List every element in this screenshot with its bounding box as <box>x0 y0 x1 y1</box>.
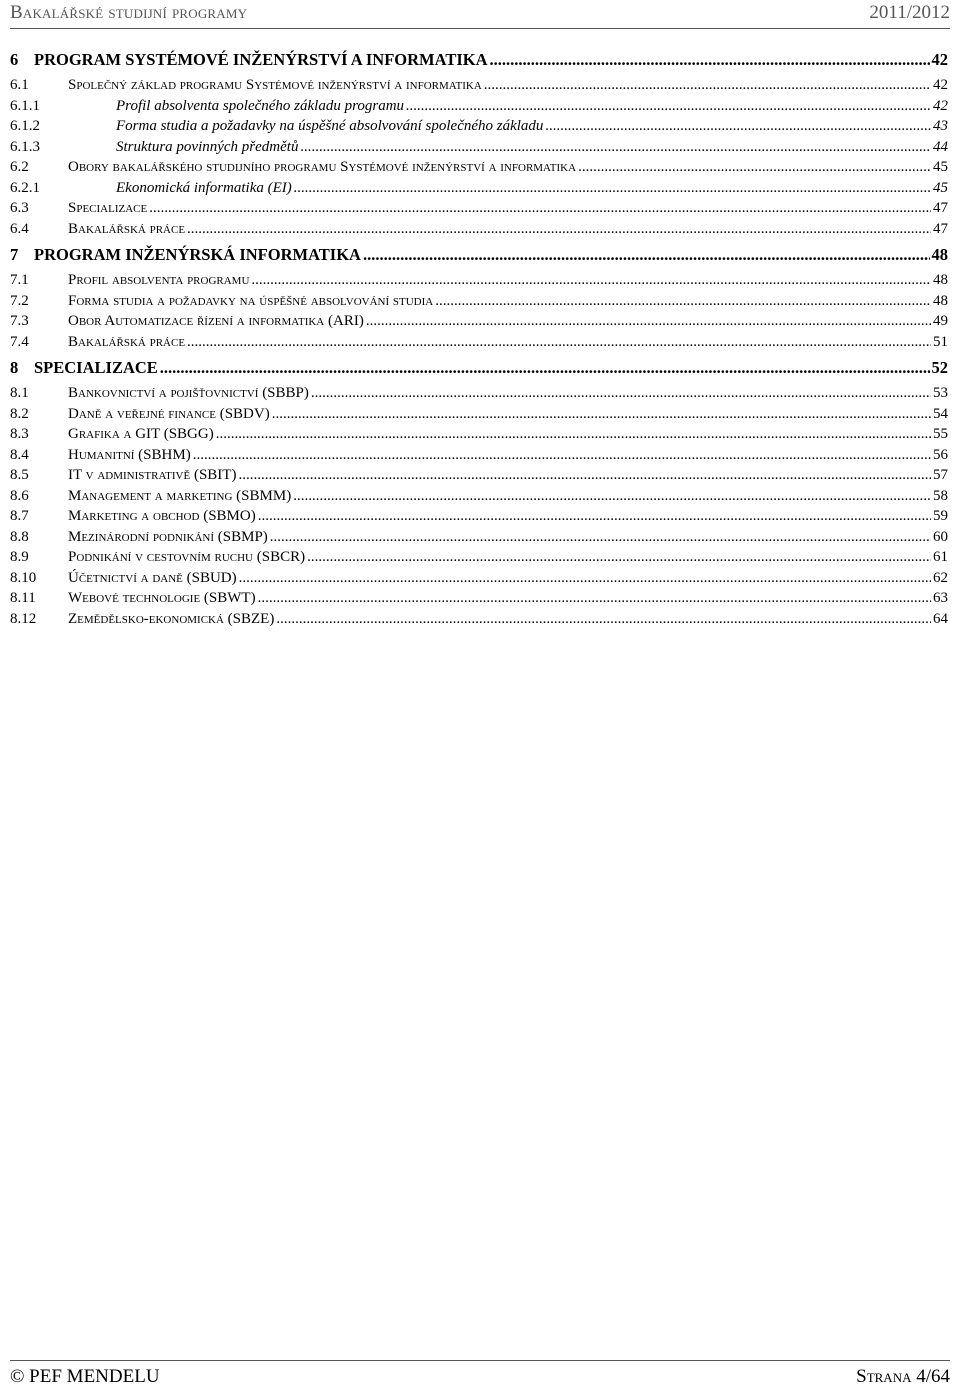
toc-dot-leader <box>149 200 931 217</box>
toc-dot-leader <box>307 549 931 566</box>
toc-entry[interactable] <box>10 221 948 242</box>
toc-entry[interactable] <box>10 590 948 611</box>
toc-entry-number: 8.4 <box>10 446 29 463</box>
toc-entry-title: Grafika a GIT (SBGG) <box>68 426 214 442</box>
footer-page-label: Strana <box>856 1366 912 1387</box>
toc-entry-number: 8.2 <box>10 405 29 422</box>
toc-dot-leader <box>193 447 931 464</box>
toc-entry-title: Struktura povinných předmětů <box>116 138 299 155</box>
toc-entry-number: 6.1 <box>10 77 29 93</box>
toc-entry-page: 53 <box>933 385 948 401</box>
toc-dot-leader <box>272 406 931 423</box>
toc-entry-number: 6.1.3 <box>10 138 40 155</box>
toc-entry-title: Ekonomická informatika (EI) <box>116 179 292 196</box>
toc-entry-title: Obory bakalářského studijního programu Systémové inženýrství a informatika <box>68 159 577 175</box>
toc-entry[interactable] <box>10 529 948 550</box>
page-header <box>10 0 950 29</box>
toc-entry[interactable] <box>10 200 948 221</box>
toc-dot-leader <box>366 313 931 330</box>
toc-entry-number: 8.6 <box>10 487 29 504</box>
toc-dot-leader <box>484 77 931 94</box>
toc-entry-page: 48 <box>931 245 948 264</box>
toc-dot-leader <box>311 385 931 402</box>
toc-entry-title: SPECIALIZACE <box>34 358 158 377</box>
toc-entry-page: 51 <box>933 333 948 350</box>
toc-dot-leader <box>258 590 931 607</box>
toc-entry-number: 7.1 <box>10 272 29 288</box>
toc-entry-title: Zemědělsko-ekonomická (SBZE) <box>68 610 275 627</box>
toc-dot-leader <box>294 180 931 197</box>
toc-entry[interactable] <box>10 508 948 529</box>
toc-entry-number: 6 <box>10 50 19 69</box>
toc-entry-page: 52 <box>931 358 948 377</box>
toc-dot-leader <box>545 118 931 135</box>
toc-entry-number: 6.2.1 <box>10 179 40 196</box>
toc-entry[interactable] <box>10 467 948 488</box>
toc-entry-title: IT v administrativě (SBIT) <box>68 467 237 483</box>
toc-dot-leader <box>187 221 931 238</box>
toc-entry-page: 61 <box>933 549 948 565</box>
toc-entry[interactable] <box>10 50 948 71</box>
toc-dot-leader <box>187 334 931 351</box>
toc-entry-title: Marketing a obchod (SBMO) <box>68 508 256 524</box>
toc-entry-title: Bakalářská práce <box>68 333 186 350</box>
toc-entry-number: 8 <box>10 358 19 377</box>
toc-dot-leader <box>435 293 931 310</box>
toc-entry[interactable] <box>10 426 948 447</box>
toc-entry-page: 59 <box>933 508 948 524</box>
toc-entry-number: 8.8 <box>10 528 29 545</box>
toc-entry-page: 62 <box>933 569 948 586</box>
toc-entry[interactable] <box>10 549 948 570</box>
toc-entry-page: 47 <box>933 200 948 216</box>
toc-entry[interactable] <box>10 334 948 355</box>
toc-entry-page: 45 <box>933 179 948 196</box>
footer-copyright: © PEF MENDELU <box>10 1366 160 1387</box>
toc-dot-leader <box>238 467 931 484</box>
toc-entry-number: 8.10 <box>10 569 37 586</box>
toc-entry[interactable] <box>10 488 948 509</box>
table-of-contents <box>10 46 948 631</box>
toc-entry[interactable] <box>10 611 948 632</box>
toc-entry[interactable] <box>10 570 948 591</box>
toc-dot-leader <box>406 98 931 115</box>
toc-entry[interactable] <box>10 313 948 334</box>
toc-entry-title: Forma studia a požadavky na úspěšné absolvování studia <box>68 292 434 309</box>
toc-entry-title: Management a marketing (SBMM) <box>68 487 292 504</box>
toc-entry-page: 44 <box>933 138 948 155</box>
header-title: Bakalářské studijní programy <box>10 2 248 23</box>
toc-entry-number: 6.3 <box>10 200 29 216</box>
toc-entry-title: Mezinárodní podnikání (SBMP) <box>68 528 268 545</box>
toc-entry-number: 6.2 <box>10 159 29 175</box>
toc-entry-page: 55 <box>933 426 948 442</box>
toc-dot-leader <box>160 358 930 378</box>
toc-entry-title: Humanitní (SBHM) <box>68 446 191 463</box>
toc-entry-page: 60 <box>933 528 948 545</box>
toc-entry[interactable] <box>10 447 948 468</box>
toc-entry-page: 58 <box>933 487 948 504</box>
toc-entry-number: 6.4 <box>10 220 29 237</box>
toc-entry[interactable] <box>10 98 948 119</box>
toc-entry-title: Daně a veřejné finance (SBDV) <box>68 405 270 422</box>
toc-dot-leader <box>363 245 930 265</box>
toc-entry-title: Webové technologie (SBWT) <box>68 590 256 606</box>
toc-entry-page: 42 <box>933 97 948 114</box>
toc-entry-title: Forma studia a požadavky na úspěšné absolvování společného základu <box>116 118 544 134</box>
toc-dot-leader <box>270 529 931 546</box>
toc-entry-number: 8.7 <box>10 508 29 524</box>
header-year: 2011/2012 <box>869 2 950 23</box>
toc-entry-title: Profil absolventa společného základu programu <box>116 97 405 114</box>
toc-entry-page: 47 <box>933 220 948 237</box>
toc-entry-page: 63 <box>933 590 948 606</box>
toc-entry-title: Bankovnictví a pojišťovnictví (SBBP) <box>68 385 309 401</box>
toc-entry-title: PROGRAM INŽENÝRSKÁ INFORMATIKA <box>34 245 361 264</box>
toc-entry-number: 7.3 <box>10 313 29 329</box>
toc-entry-number: 8.3 <box>10 426 29 442</box>
toc-entry-number: 7 <box>10 245 19 264</box>
toc-entry-title: Podnikání v cestovním ruchu (SBCR) <box>68 549 306 565</box>
toc-entry[interactable] <box>10 385 948 406</box>
toc-entry-number: 6.1.2 <box>10 118 40 134</box>
toc-entry-page: 54 <box>933 405 948 422</box>
toc-entry[interactable] <box>10 180 948 201</box>
toc-entry-number: 8.12 <box>10 610 37 627</box>
toc-entry[interactable] <box>10 293 948 314</box>
toc-entry-page: 56 <box>933 446 948 463</box>
toc-dot-leader <box>293 488 931 505</box>
toc-entry[interactable] <box>10 358 948 379</box>
toc-entry-title: Účetnictví a daně (SBUD) <box>68 569 237 586</box>
toc-entry[interactable] <box>10 139 948 160</box>
toc-entry-number: 8.1 <box>10 385 29 401</box>
toc-entry[interactable] <box>10 77 948 98</box>
toc-dot-leader <box>216 426 931 443</box>
toc-entry-title: Obor Automatizace řízení a informatika (ARI) <box>68 313 364 329</box>
toc-dot-leader <box>258 508 931 525</box>
toc-dot-leader <box>251 272 931 289</box>
toc-entry-page: 42 <box>933 77 948 93</box>
toc-entry[interactable] <box>10 406 948 427</box>
toc-entry-page: 43 <box>933 118 948 134</box>
toc-dot-leader <box>300 139 931 156</box>
toc-entry-number: 8.9 <box>10 549 29 565</box>
toc-entry-page: 57 <box>933 467 948 483</box>
footer-page-value: 4/64 <box>916 1366 950 1387</box>
toc-entry-page: 45 <box>933 159 948 175</box>
toc-dot-leader <box>239 570 931 587</box>
toc-entry-title: PROGRAM SYSTÉMOVÉ INŽENÝRSTVÍ A INFORMATIKA <box>34 50 488 69</box>
toc-entry-title: Společný základ programu Systémové inženýrství a informatika <box>68 77 482 93</box>
toc-entry-title: Bakalářská práce <box>68 220 186 237</box>
toc-entry[interactable] <box>10 159 948 180</box>
toc-dot-leader <box>490 50 930 70</box>
toc-entry-number: 8.11 <box>10 590 36 606</box>
page-footer <box>10 1360 950 1390</box>
toc-dot-leader <box>276 611 931 628</box>
toc-entry-number: 8.5 <box>10 467 29 483</box>
toc-entry-title: Profil absolventa programu <box>68 272 250 288</box>
toc-entry-page: 48 <box>933 272 948 288</box>
toc-entry-title: Specializace <box>68 200 148 216</box>
toc-entry[interactable] <box>10 118 948 139</box>
toc-entry-number: 7.4 <box>10 333 29 350</box>
footer-page-number <box>856 1366 950 1388</box>
toc-entry[interactable] <box>10 245 948 266</box>
toc-entry-page: 42 <box>931 50 948 69</box>
toc-entry-number: 7.2 <box>10 292 29 309</box>
toc-dot-leader <box>578 159 931 176</box>
toc-entry-number: 6.1.1 <box>10 97 40 114</box>
toc-entry-page: 49 <box>933 313 948 329</box>
toc-entry-page: 64 <box>933 610 948 627</box>
toc-entry-page: 48 <box>933 292 948 309</box>
toc-entry[interactable] <box>10 272 948 293</box>
